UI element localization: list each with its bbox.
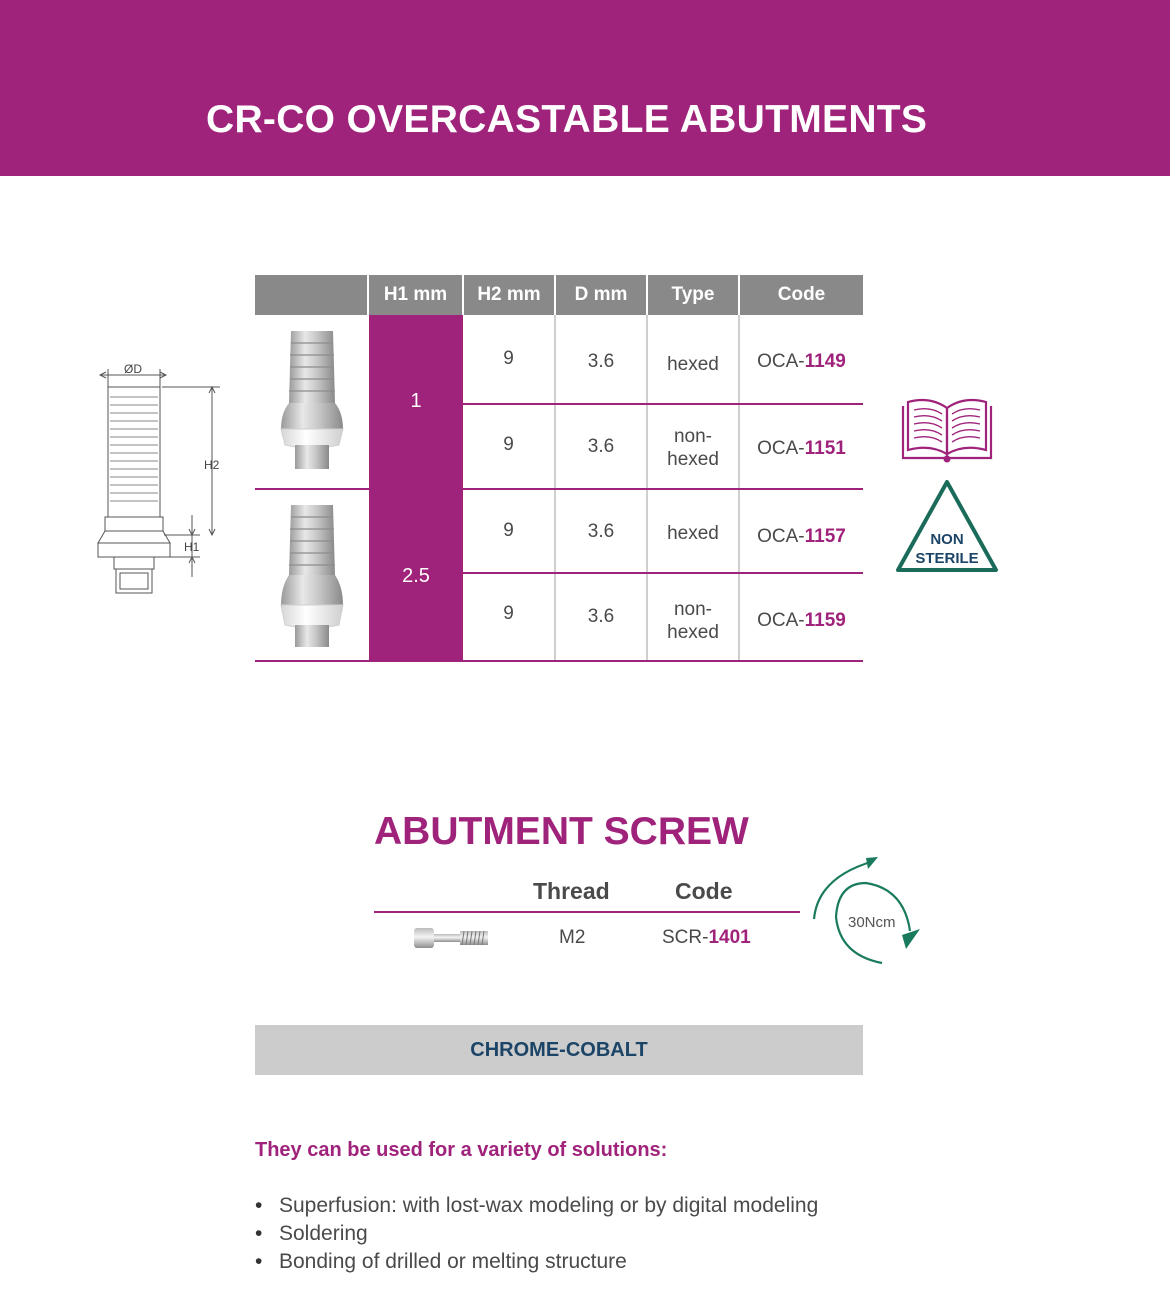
non-sterile-line2: STERILE bbox=[915, 550, 979, 567]
col-h1: H1 mm bbox=[369, 275, 462, 315]
col-code: Code bbox=[740, 275, 863, 315]
d-cell: 3.6 bbox=[587, 350, 615, 372]
page-title: CR-CO OVERCASTABLE ABUTMENTS bbox=[206, 98, 928, 141]
page-header bbox=[0, 0, 1170, 176]
code-cell bbox=[740, 605, 863, 635]
type-cell: hexed bbox=[667, 353, 719, 375]
screw-code-value bbox=[662, 927, 751, 949]
table-bottom-line bbox=[255, 660, 863, 662]
screw-image bbox=[412, 926, 492, 950]
screw-col-code: Code bbox=[675, 878, 733, 904]
code-prefix: OCA- bbox=[757, 609, 805, 631]
uses-lead: They can be used for a variety of solutions: bbox=[255, 1139, 668, 1161]
abutment-image-h1-2-5 bbox=[277, 501, 347, 651]
group-divider bbox=[255, 488, 863, 490]
code-cell bbox=[740, 346, 863, 376]
code-prefix: OCA- bbox=[757, 525, 805, 547]
screw-table-line bbox=[374, 911, 800, 913]
list-item: • Bonding of drilled or melting structure bbox=[255, 1248, 818, 1276]
type-cell: non-hexed bbox=[667, 426, 719, 470]
code-number: 1151 bbox=[804, 437, 846, 459]
screw-col-thread: Thread bbox=[533, 878, 610, 904]
diameter-label: ØD bbox=[124, 362, 142, 376]
list-item: • Soldering bbox=[255, 1220, 818, 1248]
h2-cell: 9 bbox=[503, 602, 514, 624]
product-table bbox=[255, 275, 863, 662]
h1-label: H1 bbox=[184, 540, 200, 554]
code-number: 1159 bbox=[804, 609, 846, 631]
h2-label: H2 bbox=[204, 458, 220, 472]
uses-list bbox=[255, 1192, 818, 1276]
code-number: 1401 bbox=[708, 927, 751, 948]
abutment-image-h1-1 bbox=[277, 327, 347, 475]
col-d: D mm bbox=[556, 275, 646, 315]
row-divider bbox=[463, 403, 863, 405]
d-cell: 3.6 bbox=[587, 605, 615, 627]
code-prefix: OCA- bbox=[757, 350, 805, 372]
col-h2: H2 mm bbox=[464, 275, 554, 315]
table-header-image bbox=[255, 275, 367, 315]
non-sterile-badge bbox=[894, 478, 1000, 574]
h1-value-group-1: 1 bbox=[369, 315, 463, 488]
code-cell bbox=[740, 433, 863, 463]
code-prefix: SCR- bbox=[662, 927, 709, 948]
screw-section-title: ABUTMENT SCREW bbox=[374, 810, 749, 853]
d-cell: 3.6 bbox=[587, 520, 615, 542]
h2-cell: 9 bbox=[503, 519, 514, 541]
h2-cell: 9 bbox=[503, 347, 514, 369]
code-prefix: OCA- bbox=[757, 437, 805, 459]
type-cell: hexed bbox=[667, 522, 719, 544]
list-item: • Superfusion: with lost-wax modeling or by digital modeling bbox=[255, 1192, 818, 1220]
h2-cell: 9 bbox=[503, 433, 514, 455]
torque-value: 30Ncm bbox=[848, 914, 896, 931]
code-number: 1157 bbox=[804, 525, 846, 547]
non-sterile-line1: NON bbox=[930, 531, 964, 548]
h1-value-group-2: 2.5 bbox=[369, 490, 463, 662]
material-band: CHROME-COBALT bbox=[255, 1025, 863, 1075]
code-cell bbox=[740, 521, 863, 551]
row-divider bbox=[463, 572, 863, 574]
code-number: 1149 bbox=[804, 350, 846, 372]
d-cell: 3.6 bbox=[587, 435, 615, 457]
type-cell: non-hexed bbox=[667, 599, 719, 643]
screw-thread-value: M2 bbox=[559, 927, 586, 948]
col-type: Type bbox=[648, 275, 738, 315]
abutment-technical-drawing bbox=[80, 355, 230, 600]
open-book-icon bbox=[900, 396, 994, 464]
torque-icon bbox=[808, 855, 930, 967]
